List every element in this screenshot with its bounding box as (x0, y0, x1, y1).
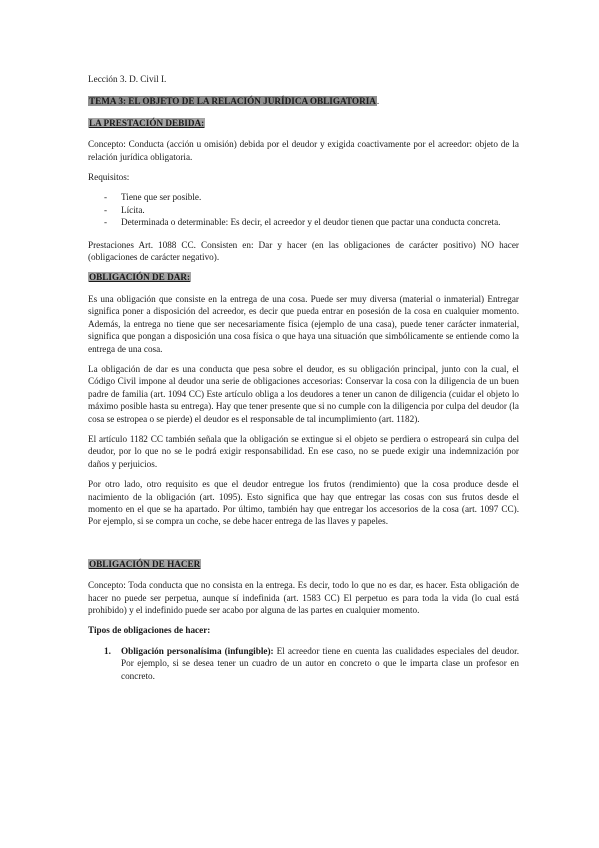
lesson-header: Lección 3. D. Civil I. (88, 74, 167, 84)
list-item-term: Obligación personalísima (infungible): (121, 645, 274, 656)
spacer (88, 536, 519, 550)
requisitos-list (88, 191, 519, 228)
list-dash: - (104, 192, 108, 203)
list-item-text: El acreedor tiene en cuenta las cualidades especiales del deudor. Por ejemplo, si se desea tener un cuadro de un autor en concreto o que le imparta clase un profesor en concreto. (121, 645, 519, 681)
section-heading-hacer-text: OBLIGACIÓN DE HACER (89, 558, 201, 569)
prestaciones-paragraph: Prestaciones Art. 1088 CC. Consisten en: Dar y hacer (en las obligaciones de carácter positivo) NO hacer (obligaciones de carácter negativo). (88, 239, 519, 263)
list-item (88, 191, 519, 203)
hacer-concept: Concepto: Toda conducta que no consista en la entrega. Es decir, todo lo que no es dar, es hacer. Esta obligación de hacer no puede ser perpetua, aunque sí indefinida (art. 1583 CC) El perpetuo es para toda la vida (lo cual está prohibido) y el indefinido puede ser acabo por alguna de las partes en cualquier momento. (88, 580, 519, 615)
section-heading-prestacion (88, 117, 519, 129)
list-dash: - (104, 204, 108, 215)
list-item (88, 216, 519, 228)
prestacion-concept: Concepto: Conducta (acción u omisión) debida por el deudor y exigida coactivamente por el acreedor: objeto de la relación jurídica obligatoria. (88, 139, 519, 162)
section-heading-dar-text: OBLIGACIÓN DE DAR: (89, 272, 191, 283)
requisitos-label: Requisitos: (88, 172, 130, 183)
list-item-text: Lícita. (121, 204, 145, 215)
section-heading-hacer (88, 558, 519, 570)
section-heading-prestacion-text: LA PRESTACIÓN DEBIDA: (89, 117, 205, 128)
document-title-text: TEMA 3: EL OBJETO DE LA RELACIÓN JURÍDICA OBLIGATORIA (89, 96, 376, 107)
document-title-period: . (376, 96, 380, 107)
list-number: 1. (104, 645, 111, 656)
document-title (88, 95, 519, 107)
dar-paragraph: Es una obligación que consiste en la entrega de una cosa. Puede ser muy diversa (material o inmaterial) Entregar significa poner a disposición del acreedor, es decir que pueda entrar en posesión de la cosa en cualquier momento. Además, la entrega no tiene que ser necesariamente física (ejemplo de una casa), puede tener carácter inmaterial, significa que pongan a disposición una cosa física o que haya una situación que simbólicamente se entiende como la entrega de una cosa. (88, 293, 519, 354)
list-dash: - (104, 217, 108, 228)
list-item-text: Determinada o determinable: Es decir, el acreedor y el deudor tienen que pactar una conducta concreta. (121, 217, 501, 228)
list-item (88, 645, 519, 682)
list-item (88, 204, 519, 216)
tipos-list (88, 645, 519, 682)
dar-paragraph: La obligación de dar es una conducta que pesa sobre el deudor, es su obligación principal, junto con la cual, el Código Civil impone al deudor una serie de obligaciones accesorias: Conservar la cosa con la diligencia de un buen padre de familia (art. 1094 CC) Este artículo obliga a los deudores a tener un canon de diligencia (cuidar el objeto lo máximo posible hasta su entrega). Hay que tener presente que si no cumple con la diligencia por culpa del deudor (la cosa se estropea o se pierde) el deudor es el responsable de tal incumplimiento (art. 1182). (88, 363, 519, 424)
tipos-label: Tipos de obligaciones de hacer: (88, 625, 211, 636)
section-heading-dar (88, 271, 519, 283)
dar-paragraph: El artículo 1182 CC también señala que la obligación se extingue si el objeto se perdiera o estropeará sin culpa del deudor, por lo que no se le podrá exigir responsabilidad. En ese caso, no se puede exigir una indemnización por daños y perjuicios. (88, 433, 519, 469)
list-item-text: Tiene que ser posible. (121, 192, 202, 203)
dar-paragraph: Por otro lado, otro requisito es que el deudor entregue los frutos (rendimiento) que la cosa produce desde el nacimiento de la obligación (art. 1095). Esto significa que hay que entregar las cosas con sus frutos desde el momento en el que se ha apartado. Por último, también hay que entregar los accesorios de la cosa (art. 1097 CC). Por ejemplo, si se compra un coche, se debe hacer entrega de las llaves y papeles. (88, 479, 519, 527)
